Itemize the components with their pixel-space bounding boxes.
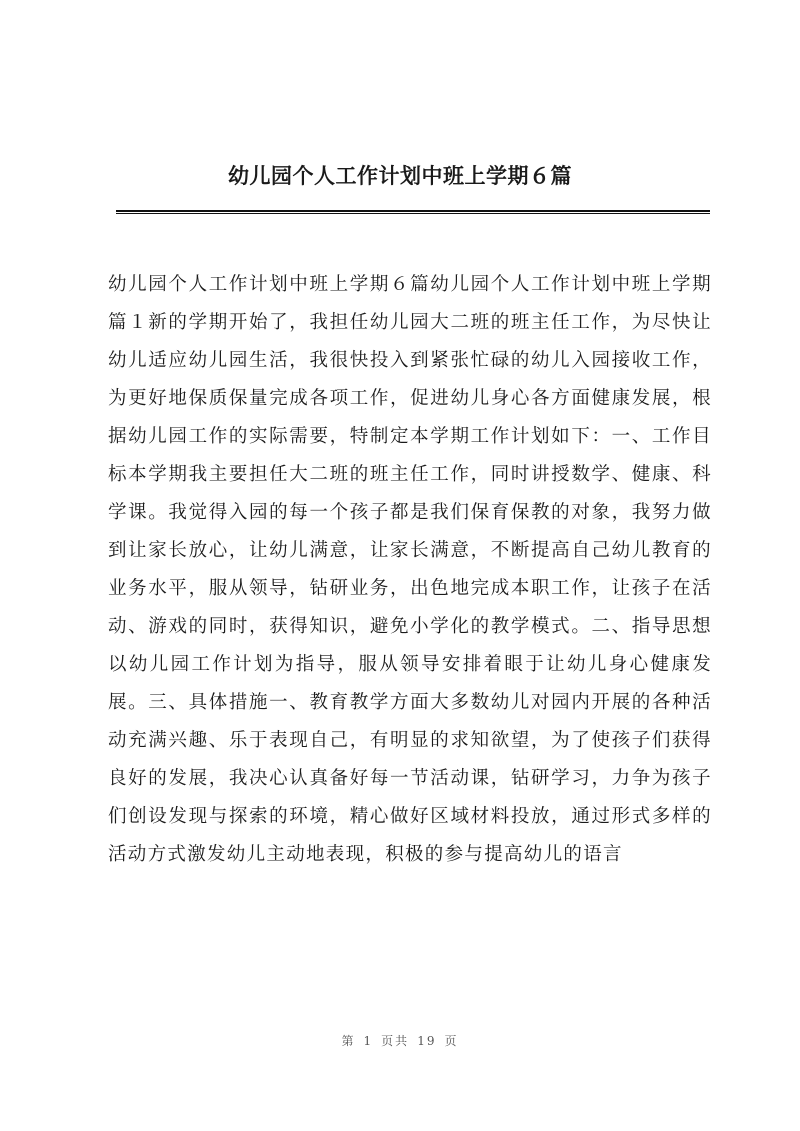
footer-label-page: 第 bbox=[341, 1034, 356, 1048]
document-body: 幼儿园个人工作计划中班上学期６篇幼儿园个人工作计划中班上学期篇１新的学期开始了，我担任幼儿园大二班的班主任工作，为尽快让幼儿适应幼儿园生活，我很快投入到紧张忙碌的幼儿入园接收工作，为更好地保质保量完成各项工作，促进幼儿身心各方面健康发展，根据幼儿园工作的实际需要，特制定本学期工作计划如下：一、工作目标本学期我主要担任大二班的班主任工作，同时讲授数学、健康、科学课。我觉得入园的每一个孩子都是我们保育保教的对象，我努力做到让家长放心，让幼儿满意，让家长满意，不断提高自己幼儿教育的业务水平，服从领导，钻研业务，出色地完成本职工作，让孩子在活动、游戏的同时，获得知识，避免小学化的教学模式。二、指导思想以幼儿园工作计划为指导，服从领导安排着眼于让幼儿身心健康发展。三、具体措施一、教育教学方面大多数幼儿对园内开展的各种活动充满兴趣、乐于表现自己，有明显的求知欲望，为了使孩子们获得良好的发展，我决心认真备好每一节活动课，钻研学习，力争为孩子们创设发现与探索的环境，精心做好区域材料投放，通过形式多样的活动方式激发幼儿主动地表现，积极的参与提高幼儿的语言 bbox=[108, 274, 712, 865]
page-footer bbox=[0, 1032, 800, 1049]
footer-label-page-of: 页共 bbox=[381, 1034, 410, 1048]
footer-label-pages: 页 bbox=[444, 1034, 459, 1048]
footer-current-page: 1 bbox=[363, 1034, 374, 1048]
title-divider bbox=[116, 210, 710, 214]
document-title: 幼儿园个人工作计划中班上学期６篇 bbox=[228, 163, 572, 188]
footer-total-pages: 19 bbox=[417, 1034, 437, 1048]
